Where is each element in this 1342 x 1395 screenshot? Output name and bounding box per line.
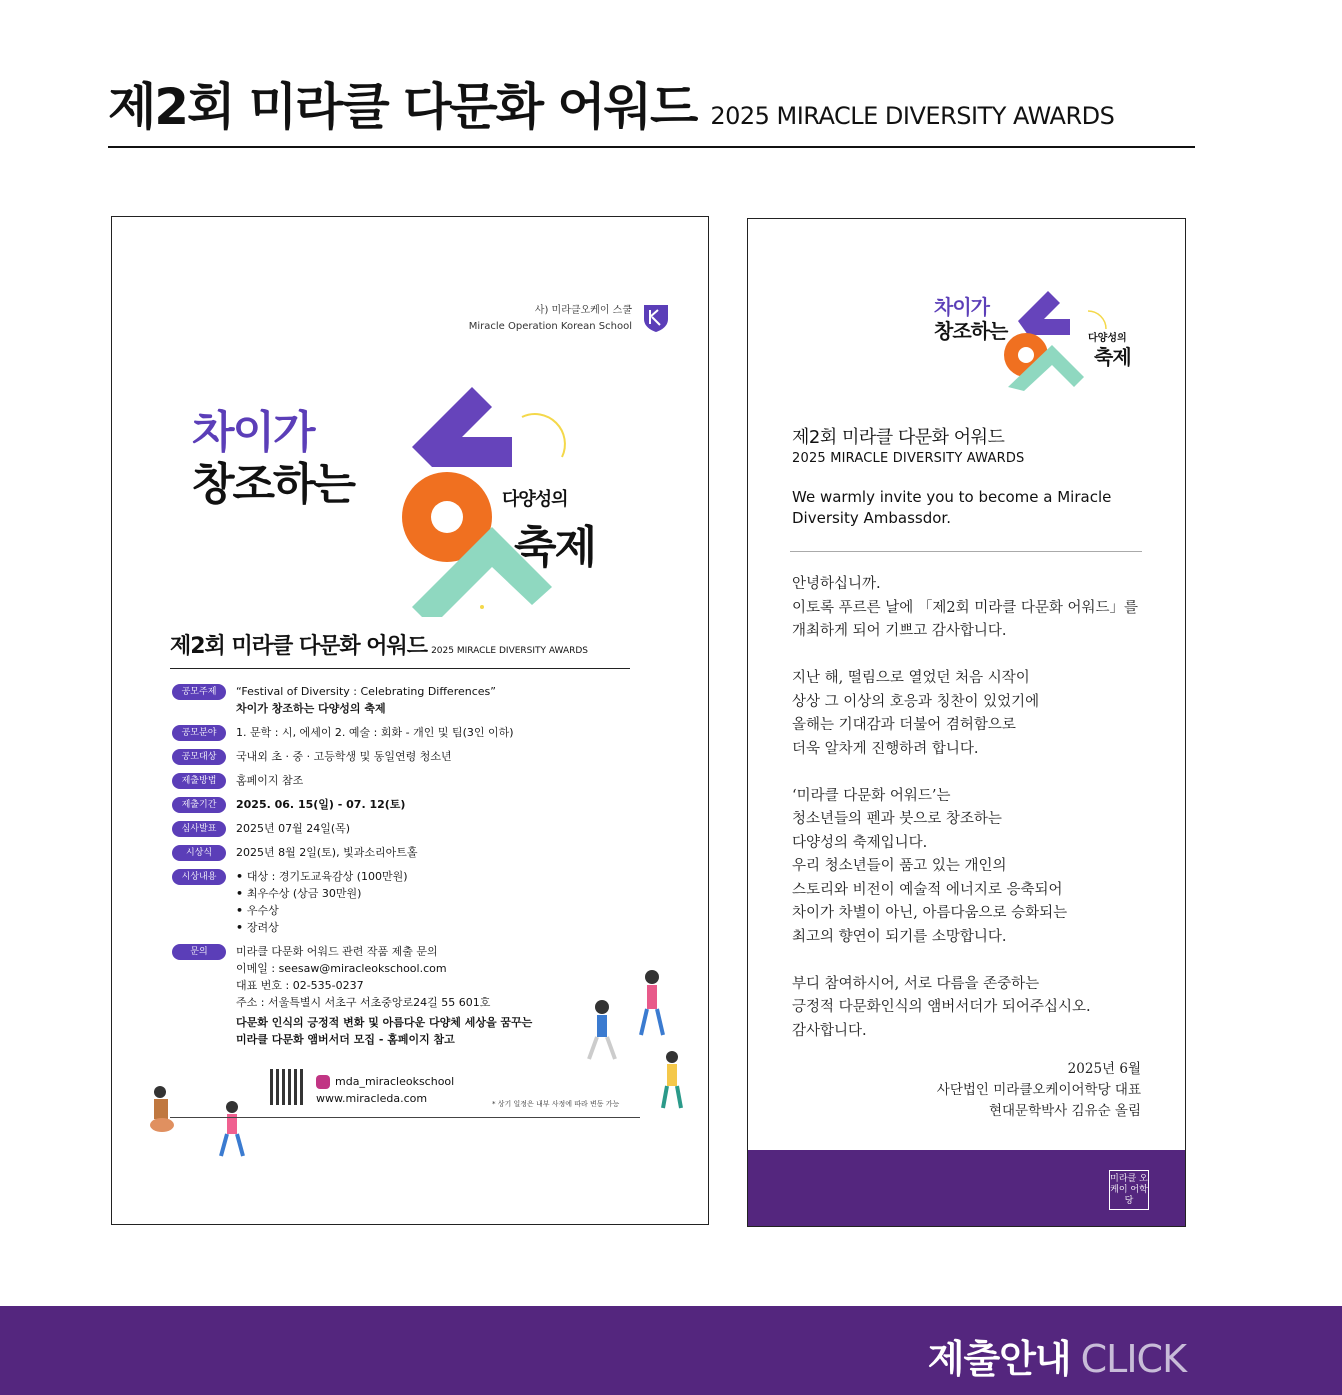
letter-divider — [790, 551, 1142, 552]
qr-code — [270, 1069, 306, 1105]
instagram-handle: mda_miracleokschool — [335, 1075, 455, 1088]
detail-row — [172, 844, 642, 861]
detail-tag: 공모분야 — [172, 725, 226, 741]
people-illustration — [142, 947, 702, 1177]
letter-title-en: 2025 MIRACLE DIVERSITY AWARDS — [792, 451, 1025, 466]
hero-sub: 다양성의 — [502, 489, 568, 510]
org-name-en: Miracle Operation Korean School — [468, 321, 632, 332]
letter-invite: We warmly invite you to become a Miracle Diversity Ambassdor. — [792, 488, 1112, 527]
contact-phone: 대표 번호 : 02-535-0237 — [236, 979, 364, 992]
letter-signer: 사단법인 미라클오케이어학당 대표 — [936, 1082, 1141, 1098]
cta-label-en: CLICK — [1080, 1337, 1186, 1381]
poster-note: * 상기 일정은 내부 사정에 따라 변동 가능 — [492, 1100, 620, 1108]
detail-value: 2025년 8월 2일(토), 빛과소리아트홀 — [236, 846, 418, 859]
detail-tag: 공모대상 — [172, 749, 226, 765]
hero-line-1: 차이가 — [192, 407, 314, 458]
letter-footer-band — [748, 1150, 1185, 1226]
detail-tag: 제출방법 — [172, 773, 226, 789]
logo-line-2: 창조하는 — [934, 319, 1008, 343]
ambassador-notice: 미라클 다문화 앰버서더 모집 - 홈페이지 참고 — [236, 1033, 455, 1046]
detail-tag: 시상식 — [172, 845, 226, 861]
hero-line-2: 창조하는 — [192, 459, 355, 510]
detail-row — [172, 683, 642, 717]
contact-email: 이메일 : seesaw@miracleokschool.com — [236, 962, 447, 975]
letter-signer: 현대문학박사 김유순 올림 — [988, 1103, 1141, 1119]
submit-guide-button[interactable] — [928, 1328, 1186, 1383]
poster-title — [170, 629, 630, 669]
hero-big: 축제 — [514, 522, 596, 573]
detail-value: 차이가 창조하는 다양성의 축제 — [236, 702, 386, 715]
detail-value: “Festival of Diversity : Celebrating Differences” — [236, 685, 496, 698]
letter-title: 제2회 미라클 다문화 어워드 — [792, 427, 1005, 448]
poster-hero-heading — [192, 407, 354, 511]
detail-tag: 제출기간 — [172, 797, 226, 813]
letter-body: 안녕하십니까. 이토록 푸르른 날에 「제2회 미라클 다문화 어워드」를 개최하게 되어 기쁘고 감사합니다. 지난 해, 떨림으로 열었던 처음 시작이 상상 그 이상의 호응과 칭찬이 있었기에 올해는 기대감과 더불어 겸허함으로 더욱 알차게 진행하려 합니다. ‘미라클 다문화 어워드’는 청소년들의 펜과 붓으로 창조하는 다양성의 축제입니다. 우리 청소년들이 품고 있는 개인의 스토리와 비전이 예술적 에너지로 응축되어 차이가 차별이 아닌, 아름다움으로 승화되는 최고의 향연이 되기를 소망합니다. 부디 참여하시어, 서로 다름을 존중하는 긍정적 다문화인식의 앰버서더가 되어주십시오. 감사합니다. — [792, 576, 1139, 1039]
detail-row — [172, 748, 642, 765]
invitation-letter — [747, 218, 1186, 1227]
contact-line: 미라클 다문화 어워드 관련 작품 제출 문의 — [236, 945, 438, 958]
awards-list — [236, 868, 408, 936]
detail-row — [172, 820, 642, 837]
page-header — [108, 70, 1195, 148]
letter-date: 2025년 6월 — [1067, 1061, 1141, 1077]
poster-title-en: 2025 MIRACLE DIVERSITY AWARDS — [431, 646, 589, 656]
detail-row — [172, 796, 642, 813]
submit-guide-banner[interactable] — [0, 1306, 1342, 1395]
award-item: • 대상 : 경기도교육감상 (100만원) — [236, 868, 408, 885]
award-item: • 우수상 — [236, 902, 408, 919]
detail-value: 2025. 06. 15(일) - 07. 12(토) — [236, 798, 406, 811]
cta-label-ko: 제출안내 — [927, 1337, 1071, 1381]
poster-organization — [469, 303, 632, 335]
poster-title-ko: 제2회 미라클 다문화 어워드 — [170, 634, 428, 659]
poster-links — [316, 1073, 454, 1107]
contact-address: 주소 : 서울특별시 서초구 서초중앙로24길 55 601호 — [236, 996, 491, 1009]
website-url: www.miracleda.com — [316, 1092, 428, 1105]
award-item: • 최우수상 (상금 30만원) — [236, 885, 408, 902]
letter-signature — [937, 1059, 1141, 1122]
award-item: • 장려상 — [236, 919, 408, 936]
instagram-icon — [316, 1075, 330, 1089]
ambassador-notice: 다문화 인식의 긍정적 변화 및 아름다운 다양체 세상을 꿈꾸는 — [236, 1016, 533, 1029]
detail-tag: 시상내용 — [172, 869, 226, 885]
detail-value: 홈페이지 참조 — [236, 774, 304, 787]
detail-tag: 심사발표 — [172, 821, 226, 837]
detail-value: 국내외 초 · 중 · 고등학생 및 동일연령 청소년 — [236, 750, 452, 763]
logo-sub: 다양성의 — [1088, 333, 1127, 344]
detail-row — [172, 772, 642, 789]
logo-line-1: 차이가 — [934, 295, 989, 319]
poster-image — [111, 216, 709, 1225]
logo-heading — [934, 295, 1007, 343]
detail-tag: 문의 — [172, 944, 226, 960]
page-subtitle: 2025 MIRACLE DIVERSITY AWARDS — [710, 102, 1115, 130]
page-title: 제2회 미라클 다문화 어워드 — [108, 78, 697, 136]
school-crest-icon — [640, 301, 672, 333]
detail-row — [172, 868, 642, 936]
logo-big: 축제 — [1094, 345, 1131, 369]
detail-tag: 공모주제 — [172, 684, 226, 700]
org-name-ko: 사) 미라클오케이 스쿨 — [534, 305, 632, 316]
detail-value: 1. 문학 : 시, 에세이 2. 예술 : 회화 - 개인 및 팀(3인 이하) — [236, 726, 514, 739]
letter-logo — [928, 281, 1148, 391]
detail-row — [172, 724, 642, 741]
detail-value: 2025년 07월 24일(목) — [236, 822, 351, 835]
poster-divider — [170, 1117, 640, 1118]
academy-stamp-logo: 미라클 오케이 어학당 — [1109, 1170, 1149, 1210]
